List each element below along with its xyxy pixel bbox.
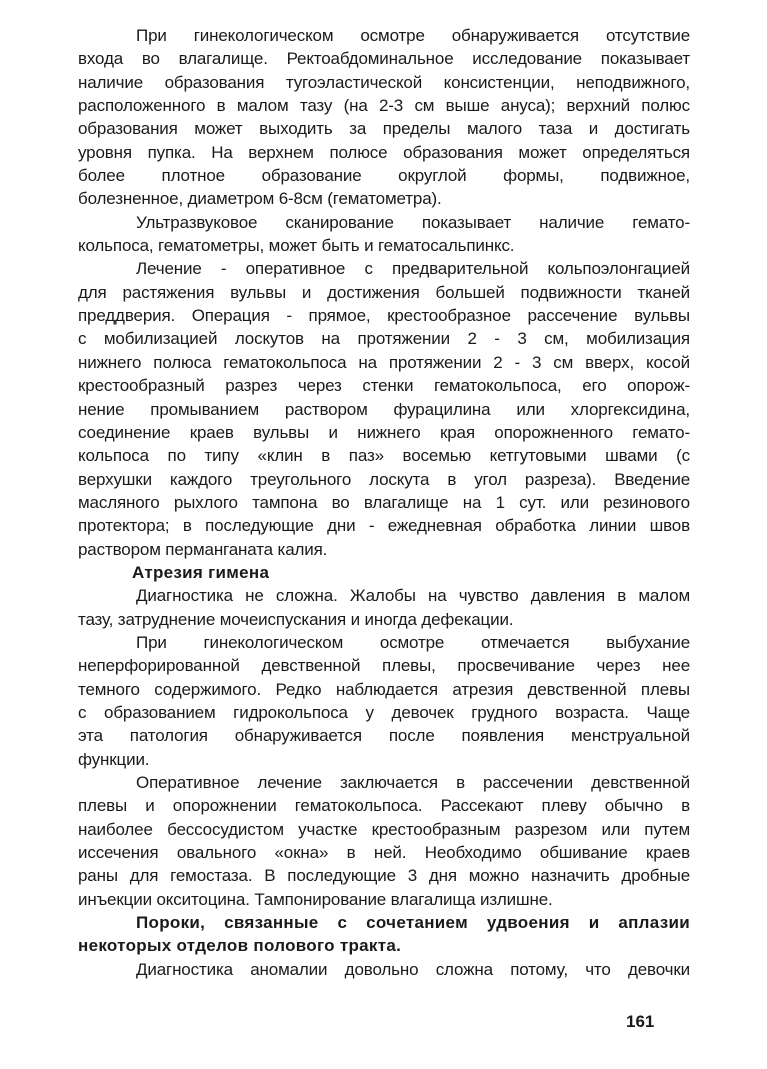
text-line: иссечения овального «окна» в ней. Необходимо обшивание краев bbox=[78, 843, 690, 863]
text-line: уровня пупка. На верхнем полюсе образования может определяться bbox=[78, 142, 690, 162]
text-line: темного содержимого. Редко наблюдается атрезия девственной плевы bbox=[78, 679, 690, 699]
text-line: преддверия. Операция - прямое, крестообразное рассечение вульвы bbox=[78, 306, 690, 326]
text-line: соединение краев вульвы и нижнего края опорожненного гемато- bbox=[78, 422, 690, 442]
text-line: Диагностика аномалии довольно сложна потому, что девочки bbox=[136, 959, 690, 979]
text-line: кольпоса, гематометры, может быть и гематосальпинкс. bbox=[78, 236, 515, 256]
section-heading: Пороки, связанные с сочетанием удвоения и аплазии bbox=[136, 913, 690, 933]
text-line: раствором перманганата калия. bbox=[78, 539, 328, 559]
text-line: наличие образования тугоэластической консистенции, неподвижного, bbox=[78, 72, 690, 92]
text-line: Ультразвуковое сканирование показывает наличие гемато- bbox=[136, 212, 690, 232]
text-line: с образованием гидрокольпоса у девочек грудного возраста. Чаще bbox=[78, 702, 690, 722]
text-line: для растяжения вульвы и достижения большей подвижности тканей bbox=[78, 282, 690, 302]
text-line: масляного рыхлого тампона во влагалище на 1 сут. или резинового bbox=[78, 492, 690, 512]
text-line: тазу, затруднение мочеиспускания и иногда дефекации. bbox=[78, 609, 514, 629]
text-line: образования может выходить за пределы малого таза и достигать bbox=[78, 119, 690, 139]
text-line: инъекции окситоцина. Тампонирование влагалища излишне. bbox=[78, 889, 553, 909]
text-line: функции. bbox=[78, 749, 150, 769]
text-line: плевы и опорожнении гематокольпоса. Рассекают плеву обычно в bbox=[78, 796, 690, 816]
page-number: 161 bbox=[626, 1012, 655, 1031]
text-line: нение промыванием раствором фурацилина или хлоргексидина, bbox=[78, 399, 690, 419]
text-line: При гинекологическом осмотре отмечается выбухание bbox=[136, 632, 690, 652]
text-line: крестообразный разрез через стенки гематокольпоса, его опорож- bbox=[78, 376, 690, 396]
text-line: эта патология обнаруживается после появления менструальной bbox=[78, 726, 690, 746]
section-heading: некоторых отделов полового тракта. bbox=[78, 936, 402, 956]
text-line: расположенного в малом тазу (на 2-3 см выше ануса); верхний полюс bbox=[78, 96, 690, 116]
text-line: протектора; в последующие дни - ежедневная обработка линии швов bbox=[78, 516, 690, 536]
text-line: наиболее бессосудистом участке крестообразным разрезом или путем bbox=[78, 819, 690, 839]
page-text bbox=[78, 24, 690, 981]
text-line: Диагностика не сложна. Жалобы на чувство давления в малом bbox=[136, 586, 690, 606]
section-heading: Атрезия гимена bbox=[132, 562, 270, 582]
text-line: болезненное, диаметром 6-8см (гематометра). bbox=[78, 189, 442, 209]
text-line: верхушки каждого треугольного лоскута в угол разреза). Введение bbox=[78, 469, 690, 489]
text-line: раны для гемостаза. В последующие 3 дня можно назначить дробные bbox=[78, 866, 690, 886]
text-line: с мобилизацией лоскутов на протяжении 2 - 3 см, мобилизация bbox=[78, 329, 690, 349]
text-line: Лечение - оперативное с предварительной кольпоэлонгацией bbox=[136, 259, 690, 279]
text-line: нижнего полюса гематокольпоса на протяжении 2 - 3 см вверх, косой bbox=[78, 352, 690, 372]
text-line: неперфорированной девственной плевы, просвечивание через нее bbox=[78, 656, 690, 676]
text-line: Оперативное лечение заключается в рассечении девственной bbox=[136, 773, 690, 792]
text-line: входа во влагалище. Ректоабдоминальное исследование показывает bbox=[78, 49, 690, 69]
text-line: кольпоса по типу «клин в паз» восемью кетгутовыми швами (с bbox=[78, 446, 690, 466]
text-line: более плотное образование округлой формы, подвижное, bbox=[78, 166, 690, 186]
text-line: При гинекологическом осмотре обнаруживается отсутствие bbox=[136, 26, 690, 45]
